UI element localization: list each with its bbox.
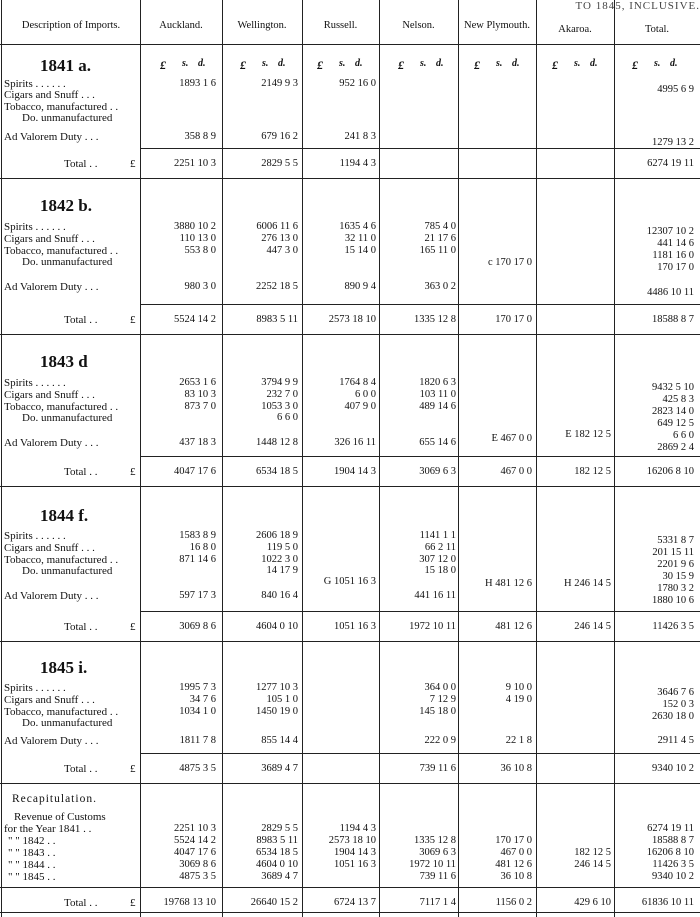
section-rule xyxy=(0,178,700,179)
auckland-amount: 871 14 6 xyxy=(179,554,216,565)
grand-total-amount: 19768 13 10 xyxy=(163,897,216,908)
header-auckland: Auckland. xyxy=(159,20,203,31)
auckland-amount: 3880 10 2 xyxy=(174,221,216,232)
row-label-tobacco: Tobacco, manufactured . . xyxy=(4,101,119,113)
year-heading: 1844 f. xyxy=(40,506,89,525)
subtotal-rule xyxy=(140,304,700,305)
wellington-amount: 1450 19 0 xyxy=(256,706,298,717)
recap-amount: 16206 8 10 xyxy=(646,847,694,858)
total-row-amount: 4047 17 6 xyxy=(174,466,216,477)
recap-heading: Recapitulation. xyxy=(12,793,97,805)
total-label: Total . . xyxy=(64,314,98,326)
column-rule xyxy=(1,0,2,917)
total-amount: 152 0 3 xyxy=(662,699,694,710)
auckland-amount: 83 10 3 xyxy=(184,389,216,400)
total-amount: 2201 9 6 xyxy=(657,559,694,570)
column-rule xyxy=(302,0,303,917)
russell-amount: 1635 4 6 xyxy=(339,221,376,232)
total-amount: 4995 6 9 xyxy=(657,84,694,95)
pound-sign: £ xyxy=(130,621,136,633)
row-label-tobacco: Tobacco, manufactured . . xyxy=(4,401,119,413)
total-amount: 2911 4 5 xyxy=(657,735,694,746)
year-heading: 1843 d xyxy=(40,352,88,371)
wellington-amount: 6 6 0 xyxy=(277,412,298,423)
recap-amount: 4875 3 5 xyxy=(179,871,216,882)
total-amount: 3646 7 6 xyxy=(657,687,694,698)
total-row-amount: 3069 8 6 xyxy=(179,621,216,632)
total-row-amount: 467 0 0 xyxy=(500,466,532,477)
grand-total-rule xyxy=(0,887,700,888)
recap-year-label: " " 1844 . . xyxy=(8,859,56,871)
row-label-unmanuf: Do. unmanufactured xyxy=(22,565,113,577)
section-rule xyxy=(0,486,700,487)
auckland-amount: 1995 7 3 xyxy=(179,682,216,693)
nelson-amount: 655 14 6 xyxy=(419,437,456,448)
row-label-cigars: Cigars and Snuff . . . xyxy=(4,89,95,101)
row-label-cigars: Cigars and Snuff . . . xyxy=(4,233,95,245)
nelson-amount: 785 4 0 xyxy=(424,221,456,232)
total-row-amount: 5524 14 2 xyxy=(174,314,216,325)
nelson-amount: 66 2 11 xyxy=(424,542,456,553)
row-label-spirits: Spirits . . . . . . xyxy=(4,78,66,90)
unit-label: s. xyxy=(182,58,189,69)
row-label-spirits: Spirits . . . . . . xyxy=(4,682,66,694)
total-row-amount: 16206 8 10 xyxy=(646,466,694,477)
recap-amount: 1904 14 3 xyxy=(334,847,376,858)
total-row-amount: 1194 4 3 xyxy=(339,158,376,169)
newplymouth-amount: 4 19 0 xyxy=(505,694,532,705)
wellington-amount: 2606 18 9 xyxy=(256,530,298,541)
row-label-cigars: Cigars and Snuff . . . xyxy=(4,389,95,401)
unit-label: £ xyxy=(552,58,558,72)
recap-amount: 2251 10 3 xyxy=(174,823,216,834)
russell-amount: 326 16 11 xyxy=(334,437,376,448)
total-amount: 170 17 0 xyxy=(657,262,694,273)
total-amount: 649 12 5 xyxy=(657,418,694,429)
unit-label: d. xyxy=(355,58,363,69)
recap-amount: 2573 18 10 xyxy=(328,835,376,846)
nelson-amount: 363 0 2 xyxy=(424,281,456,292)
total-row-amount: 481 12 6 xyxy=(495,621,532,632)
newplymouth-amount: 22 1 8 xyxy=(505,735,532,746)
total-amount: 1880 10 6 xyxy=(652,595,694,606)
header-total: Total. xyxy=(644,24,670,35)
unit-label: £ xyxy=(317,58,323,72)
recap-amount: 11426 3 5 xyxy=(652,859,694,870)
unit-label: d. xyxy=(278,58,286,69)
year-heading: 1842 b. xyxy=(40,196,92,215)
russell-amount: 32 11 0 xyxy=(344,233,376,244)
recap-year-label: " " 1842 . . xyxy=(8,835,56,847)
grand-total-amount: 7117 1 4 xyxy=(419,897,456,908)
row-label-advalorem: Ad Valorem Duty . . . xyxy=(4,281,99,293)
row-label-advalorem: Ad Valorem Duty . . . xyxy=(4,590,99,602)
row-label-spirits: Spirits . . . . . . xyxy=(4,221,66,233)
recap-year-label: " " 1843 . . xyxy=(8,847,56,859)
unit-label: £ xyxy=(398,58,404,72)
nelson-amount: 1141 1 1 xyxy=(419,530,456,541)
total-row-amount: 3069 6 3 xyxy=(419,466,456,477)
title-fragment: TO 1845, INCLUSIVE. xyxy=(575,0,700,12)
wellington-amount: 105 1 0 xyxy=(266,694,298,705)
subtotal-rule xyxy=(140,148,700,149)
recap-amount: 1335 12 8 xyxy=(414,835,456,846)
recap-amount: 6274 19 11 xyxy=(647,823,694,834)
year-heading: 1845 i. xyxy=(40,658,88,677)
total-row-amount: 182 12 5 xyxy=(574,466,611,477)
total-row-amount: 9340 10 2 xyxy=(652,763,694,774)
unit-label: d. xyxy=(436,58,444,69)
unit-label: £ xyxy=(474,58,480,72)
recap-amount: 18588 8 7 xyxy=(652,835,694,846)
total-amount: 5331 8 7 xyxy=(657,535,694,546)
grand-total-amount: 26640 15 2 xyxy=(250,897,298,908)
auckland-amount: 34 7 6 xyxy=(189,694,216,705)
unit-label: s. xyxy=(420,58,427,69)
new-plymouth-amount: H 481 12 6 xyxy=(485,578,532,589)
total-amount: 2630 18 0 xyxy=(652,711,694,722)
unit-label: d. xyxy=(670,58,678,69)
akaroa-amount: H 246 14 5 xyxy=(564,578,611,589)
section-rule xyxy=(0,641,700,642)
total-row-amount: 2573 18 10 xyxy=(328,314,376,325)
recap-amount: 1194 4 3 xyxy=(339,823,376,834)
column-rule xyxy=(458,0,459,917)
total-row-amount: 1904 14 3 xyxy=(334,466,376,477)
total-row-amount: 246 14 5 xyxy=(574,621,611,632)
unit-label: d. xyxy=(590,58,598,69)
recap-amount: 170 17 0 xyxy=(495,835,532,846)
unit-label: £ xyxy=(160,58,166,72)
nelson-amount: 7 12 9 xyxy=(429,694,456,705)
recap-line-1: Revenue of Customs xyxy=(14,811,106,823)
pound-sign: £ xyxy=(130,897,136,909)
total-label: Total . . xyxy=(64,158,98,170)
column-rule xyxy=(222,0,223,917)
total-amount: 9432 5 10 xyxy=(652,382,694,393)
header-akaroa: Akaroa. xyxy=(558,24,592,35)
auckland-amount: 597 17 3 xyxy=(179,590,216,601)
header-description: Description of Imports. xyxy=(21,20,121,31)
auckland-amount: 1583 8 9 xyxy=(179,530,216,541)
recap-amount: 4604 0 10 xyxy=(256,859,298,870)
wellington-amount: 2252 18 5 xyxy=(256,281,298,292)
bottom-rule xyxy=(0,912,700,913)
russell-amount: 890 9 4 xyxy=(344,281,376,292)
total-row-amount: 4875 3 5 xyxy=(179,763,216,774)
nelson-amount: 489 14 6 xyxy=(419,401,456,412)
total-row-amount: 36 10 8 xyxy=(500,763,532,774)
unit-label: s. xyxy=(654,58,661,69)
recap-line-2: for the Year 1841 . . xyxy=(4,823,92,835)
recap-amount: 481 12 6 xyxy=(495,859,532,870)
recap-amount: 5524 14 2 xyxy=(174,835,216,846)
recap-amount: 8983 5 11 xyxy=(256,835,298,846)
row-label-unmanuf: Do. unmanufactured xyxy=(22,717,113,729)
total-row-amount: 6534 18 5 xyxy=(256,466,298,477)
unit-label: s. xyxy=(496,58,503,69)
new-plymouth-amount: E 467 0 0 xyxy=(491,433,532,444)
russell-amount: G 1051 16 3 xyxy=(323,576,376,587)
pound-sign: £ xyxy=(130,158,136,170)
pound-sign: £ xyxy=(130,466,136,478)
total-row-amount: 6274 19 11 xyxy=(647,158,694,169)
header-nelson: Nelson. xyxy=(402,20,435,31)
grand-total-amount: 1156 0 2 xyxy=(495,897,532,908)
subtotal-rule xyxy=(140,456,700,457)
total-amount: 201 15 11 xyxy=(652,547,694,558)
nelson-amount: 103 11 0 xyxy=(419,389,456,400)
total-row-amount: 1972 10 11 xyxy=(409,621,456,632)
auckland-amount: 437 18 3 xyxy=(179,437,216,448)
auckland-amount: 980 3 0 xyxy=(184,281,216,292)
header-russell: Russell. xyxy=(323,20,358,31)
total-amount: 2869 2 4 xyxy=(657,442,694,453)
recap-amount: 6534 18 5 xyxy=(256,847,298,858)
header-rule xyxy=(0,44,700,45)
row-label-spirits: Spirits . . . . . . xyxy=(4,377,66,389)
total-row-amount: 2829 5 5 xyxy=(261,158,298,169)
wellington-amount: 3794 9 9 xyxy=(261,377,298,388)
total-label: Total . . xyxy=(64,621,98,633)
wellington-amount: 840 16 4 xyxy=(261,590,298,601)
recap-amount: 2829 5 5 xyxy=(261,823,298,834)
recap-amount: 246 14 5 xyxy=(574,859,611,870)
recap-amount: 467 0 0 xyxy=(500,847,532,858)
wellington-amount: 276 13 0 xyxy=(261,233,298,244)
unit-label: s. xyxy=(574,58,581,69)
wellington-amount: 232 7 0 xyxy=(266,389,298,400)
total-amount: 12307 10 2 xyxy=(646,226,694,237)
total-amount: 30 15 9 xyxy=(662,571,694,582)
recap-amount: 182 12 5 xyxy=(574,847,611,858)
total-row-amount: 170 17 0 xyxy=(495,314,532,325)
total-label: Total . . xyxy=(64,466,98,478)
recap-amount: 739 11 6 xyxy=(419,871,456,882)
section-rule xyxy=(0,783,700,784)
total-amount: 4486 10 11 xyxy=(647,287,694,298)
wellington-amount: 855 14 4 xyxy=(261,735,298,746)
russell-amount: 1764 8 4 xyxy=(339,377,376,388)
header-new-plymouth: New Plymouth. xyxy=(464,20,530,31)
row-label-unmanuf: Do. unmanufactured xyxy=(22,112,113,124)
nelson-amount: 21 17 6 xyxy=(424,233,456,244)
pound-sign: £ xyxy=(130,763,136,775)
wellington-amount: 447 3 0 xyxy=(266,245,298,256)
wellington-amount: 6006 11 6 xyxy=(256,221,298,232)
russell-amount: 407 9 0 xyxy=(344,401,376,412)
row-label-advalorem: Ad Valorem Duty . . . xyxy=(4,131,99,143)
auckland-amount: 1893 1 6 xyxy=(179,78,216,89)
recap-amount: 9340 10 2 xyxy=(652,871,694,882)
total-row-amount: 2251 10 3 xyxy=(174,158,216,169)
new-plymouth-amount: c 170 17 0 xyxy=(487,257,532,268)
wellington-amount: 1277 10 3 xyxy=(256,682,298,693)
russell-amount: 6 0 0 xyxy=(355,389,376,400)
total-row-amount: 1335 12 8 xyxy=(414,314,456,325)
total-amount: 425 8 3 xyxy=(662,394,694,405)
total-amount: 1279 13 2 xyxy=(652,137,694,148)
row-label-unmanuf: Do. unmanufactured xyxy=(22,412,113,424)
unit-label: d. xyxy=(512,58,520,69)
wellington-amount: 679 16 2 xyxy=(261,131,298,142)
total-row-amount: 18588 8 7 xyxy=(652,314,694,325)
row-label-advalorem: Ad Valorem Duty . . . xyxy=(4,437,99,449)
nelson-amount: 15 18 0 xyxy=(424,565,456,576)
row-label-unmanuf: Do. unmanufactured xyxy=(22,256,113,268)
nelson-amount: 441 16 11 xyxy=(414,590,456,601)
nelson-amount: 165 11 0 xyxy=(419,245,456,256)
column-rule xyxy=(614,0,615,917)
grand-total-amount: 429 6 10 xyxy=(574,897,611,908)
auckland-amount: 16 8 0 xyxy=(189,542,216,553)
row-label-advalorem: Ad Valorem Duty . . . xyxy=(4,735,99,747)
recap-amount: 3689 4 7 xyxy=(261,871,298,882)
wellington-amount: 1022 3 0 xyxy=(261,554,298,565)
auckland-amount: 2653 1 6 xyxy=(179,377,216,388)
auckland-amount: 110 13 0 xyxy=(179,233,216,244)
russell-amount: 952 16 0 xyxy=(339,78,376,89)
auckland-amount: 1034 1 0 xyxy=(179,706,216,717)
nelson-amount: 1820 6 3 xyxy=(419,377,456,388)
recap-amount: 3069 8 6 xyxy=(179,859,216,870)
column-rule xyxy=(140,0,141,917)
row-label-tobacco: Tobacco, manufactured . . xyxy=(4,245,119,257)
russell-amount: 15 14 0 xyxy=(344,245,376,256)
recap-amount: 1051 16 3 xyxy=(334,859,376,870)
row-label-cigars: Cigars and Snuff . . . xyxy=(4,542,95,554)
nelson-amount: 222 0 9 xyxy=(424,735,456,746)
row-label-spirits: Spirits . . . . . . xyxy=(4,530,66,542)
recap-amount: 4047 17 6 xyxy=(174,847,216,858)
year-heading: 1841 a. xyxy=(40,56,91,75)
akaroa-amount: E 182 12 5 xyxy=(565,429,611,440)
unit-label: £ xyxy=(240,58,246,72)
russell-amount: 241 8 3 xyxy=(344,131,376,142)
unit-label: s. xyxy=(262,58,269,69)
wellington-amount: 119 5 0 xyxy=(266,542,298,553)
nelson-amount: 307 12 0 xyxy=(419,554,456,565)
unit-label: s. xyxy=(339,58,346,69)
total-amount: 1780 3 2 xyxy=(657,583,694,594)
recap-year-label: " " 1845 . . xyxy=(8,871,56,883)
grand-total-amount: 6724 13 7 xyxy=(334,897,376,908)
auckland-amount: 873 7 0 xyxy=(184,401,216,412)
row-label-cigars: Cigars and Snuff . . . xyxy=(4,694,95,706)
subtotal-rule xyxy=(140,753,700,754)
total-row-amount: 1051 16 3 xyxy=(334,621,376,632)
grand-total-amount: 61836 10 11 xyxy=(641,897,694,908)
nelson-amount: 364 0 0 xyxy=(424,682,456,693)
total-label: Total . . xyxy=(64,763,98,775)
column-rule xyxy=(379,0,380,917)
auckland-amount: 1811 7 8 xyxy=(179,735,216,746)
recap-amount: 3069 6 3 xyxy=(419,847,456,858)
newplymouth-amount: 9 10 0 xyxy=(505,682,532,693)
grand-total-label: Total . . xyxy=(64,897,98,909)
recap-amount: 1972 10 11 xyxy=(409,859,456,870)
auckland-amount: 358 8 9 xyxy=(184,131,216,142)
auckland-amount: 553 8 0 xyxy=(184,245,216,256)
nelson-amount: 145 18 0 xyxy=(419,706,456,717)
column-rule xyxy=(536,0,537,917)
row-label-tobacco: Tobacco, manufactured . . xyxy=(4,706,119,718)
subtotal-rule xyxy=(140,611,700,612)
total-row-amount: 8983 5 11 xyxy=(256,314,298,325)
total-row-amount: 4604 0 10 xyxy=(256,621,298,632)
total-row-amount: 11426 3 5 xyxy=(652,621,694,632)
header-wellington: Wellington. xyxy=(237,20,287,31)
total-amount: 441 14 6 xyxy=(657,238,694,249)
wellington-amount: 2149 9 3 xyxy=(261,78,298,89)
pound-sign: £ xyxy=(130,314,136,326)
section-rule xyxy=(0,334,700,335)
total-amount: 2823 14 0 xyxy=(652,406,694,417)
wellington-amount: 1053 3 0 xyxy=(261,401,298,412)
total-amount: 6 6 0 xyxy=(673,430,694,441)
unit-label: d. xyxy=(198,58,206,69)
row-label-tobacco: Tobacco, manufactured . . xyxy=(4,554,119,566)
total-row-amount: 3689 4 7 xyxy=(261,763,298,774)
total-row-amount: 739 11 6 xyxy=(419,763,456,774)
recap-amount: 36 10 8 xyxy=(500,871,532,882)
total-amount: 1181 16 0 xyxy=(652,250,694,261)
wellington-amount: 1448 12 8 xyxy=(256,437,298,448)
unit-label: £ xyxy=(632,58,638,72)
wellington-amount: 14 17 9 xyxy=(266,565,298,576)
